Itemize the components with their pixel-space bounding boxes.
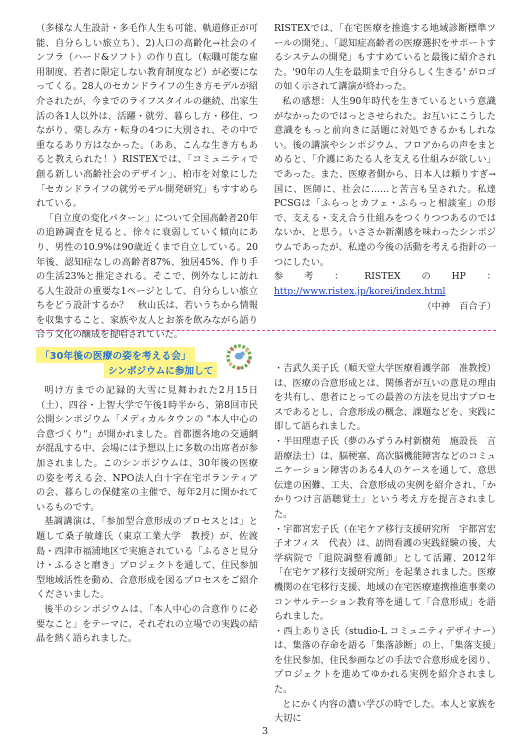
section-heading [36, 344, 258, 384]
paragraph: 私の感想：人生90年時代を生きているという意識がなかったのではっとさせられた。お互いにこうした意識をもっと前向きに話題に対処できるかもしれない。後の講演やシンポジウム、フロアからの声をまとめると、「介護にあたる人を支える仕組みが欲しい」であった。また、医療者側から、日本人は頼りすぎ→国に、医師に、社会に……と苦言も呈された。私達PCSGは「ふらっとカフェ・ふらっと相談室」の形で、支える・支え合う仕組みをつくりつつあるのではないか、と思う。いささか新潮感を味わったシンポジウムであったが、私達の今後の活動を考える指針の一つにしたい。 [274, 95, 496, 268]
paragraph: 明け方までの記録的大雪に見舞われた2月15日（土）、四谷・上智大学で午後1時半から、第8回市民公開シンポジウム「メディカルタウンの "本人中心の合意づくり"」が開かれました。首都圏各地の交通網が混乱する中、会場には予想以上に多数の出席者が参加されました。このシンポジウムは、30年後の医療の姿を考える会、NPO法人白十字在宅ボランティアの会、暮らしの保健室の主催で、毎年2月に開かれているものです。 [36, 385, 258, 513]
reference-line [274, 270, 496, 299]
ristex-link[interactable]: http://www.ristex.jp/korei/index.html [274, 285, 446, 297]
page-number: 3 [261, 726, 269, 737]
paragraph: ・吉武久美子氏（順天堂大学医療看護学部 准教授）は、医療の合意形成とは、関係者が互いの意見の理由を共有し、患者にとっての最善の方法を見出すプロセスであるとし、合意形成の概念、課題などを、実践に即して語られました。 [274, 363, 496, 433]
paragraph: ・宇都宮宏子氏（在宅ケア移行支援研究所 宇都宮宏子オフィス 代表）は、訪問看護の実践経験の後、大学病院で「退院調整看護師」として活躍、2012年「在宅ケア移行支援研究所」を起業されました。医療機関の在宅移行支援、地域の在宅医療連携推進事業のコンサルテーション教育等を通して「合意形成」を語られました。 [274, 523, 496, 623]
bottom-left-column [36, 384, 258, 647]
top-right-column [274, 22, 496, 315]
section-title-line1: 「30年後の医療の姿を考える会」 [36, 347, 195, 363]
paragraph: ・半田理恵子氏（夢のみずうみ村新樹苑 施設長 言語療法士）は、脳梗塞、高次脳機能障害などのコミュニケーション障害のある4人のケースを通して、意思伝達の困難、工夫、合意形成の実例を紹介され、「かかりつけ言語聴覚士」という考え方を提言されました。 [274, 435, 496, 520]
bottom-right-column [274, 362, 496, 727]
author-signature: （中神 百合子） [422, 301, 496, 313]
paragraph: とにかく内容の濃い学びの時でした。本人と家族を大切に [274, 698, 496, 725]
paragraph: 「自立度の変化パターン」について全国高齢者20年の追跡調査を見ると、徐々に衰弱していく傾向にあり、男性の10.9%は90歳近くまで自立している。20年後、認知症なしの高齢者87%、独居45%、作り手の生活23%と推定される。そこで、例外なしに訪れる人生設計の重要な1ページとして、自分らしい旅立ちをどう設計するか？ 秋山氏は、若いうちから情報を収集すること、家族や友人とお茶を飲みながら語り合う文化の醸成を提唱されていた。 [36, 212, 258, 341]
top-left-column [36, 22, 258, 343]
paragraph: 基調講演は、「参加型合意形成のプロセスとは」と題して桑子敏雄氏（東京工業大学 教授）が、佐渡島・西津市福浦地区で実施されている「ふるさと見分け・ふるさと磨き」プロジェクトを通して、住民参加型地域活性を動め、合意形成を図るプロセスをご紹介くださいました。 [36, 516, 258, 601]
paragraph: ・西上ありさ氏（studio-L コミュニティデザイナー）は、集落の存命を語る「集落診断」の上、「集落支援」を住民参加、住民参画などの手法で合意形成を図り、プロジェクトを進めてゆかれる実例を紹介されました。 [274, 625, 496, 696]
paragraph: RISTEXでは、「在宅医療を推進する地域診断標準ツールの開発」、「認知症高齢者の医療選択をサポートするシステムの開発」もすすめていると最後に紹介された。'90年の人生を最期まで自分らしく生きる' がロゴの如く示されて講演が終わった。 [274, 23, 496, 93]
section-title-line2: シンポジウムに参加して [104, 362, 217, 378]
paragraph: （多様な人生設計・多毛作人生も可能、軌道修正が可能、自分らしい旅立ち）、2)人口の高齢化→社会のインフラ（ハード&ソフト）の作り直し（転職可能な雇用制度、若者に限定しない教育制度など）が必要になってくる。28人のセカンドライフの生き方モデルが紹介されたが、今までのライフスタイルの継続、出家生活の各1人以外は、活躍・就労、暮らし方・移住、つながり、楽しみ方・転身の4つに大別され、その中で重なるあり方はなかった。（ああ、こんな生き方もあると教えられた！）RISTEXでは、「コミュニティで創る新しい高齢社会のデザイン」、柏市を対象にした「セカンドライフの就労モデル開発研究」もすすめられている。 [36, 23, 258, 210]
reference-label: 参考：RISTEXのHP： [274, 271, 496, 283]
wreath-with-bird-icon [222, 340, 256, 374]
section-divider [36, 330, 496, 331]
paragraph: 後半のシンポジウムは、「本人中心の合意作りに必要なこと」をテーマに、それぞれの立場での実践の結晶を熱く語られました。 [36, 603, 258, 645]
